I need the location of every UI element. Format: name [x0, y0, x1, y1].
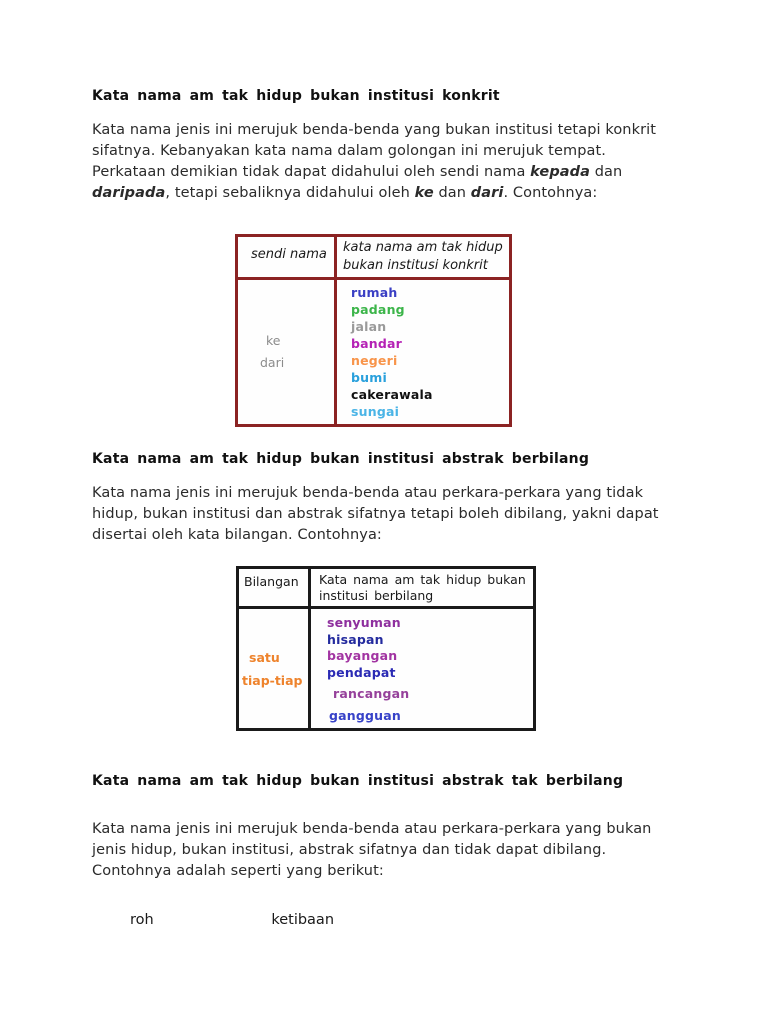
- table-word: hisapan: [327, 631, 384, 647]
- emphasis-ke: ke: [414, 185, 434, 201]
- section2-paragraph: Kata nama jenis ini merujuk benda-benda atau perkara-perkara yang tidak hidup, bukan institusi dan abstrak sifatnya tetapi boleh dibilang, yakni dapat disertai oleh kata bilangan. Contohnya:: [92, 485, 659, 543]
- word-list: [351, 284, 509, 420]
- table-header-kata-nama-berbilang: Kata nama am tak hidup bukan institusi berbilang: [319, 572, 526, 603]
- table-word: rumah: [351, 285, 398, 300]
- section1-paragraph: [92, 120, 672, 204]
- example-word-roh: roh: [130, 912, 154, 928]
- table-cell-sendi-nama-words: [238, 280, 337, 424]
- table-header-bilangan: Bilangan: [239, 569, 311, 606]
- table-header-sendi-nama: sendi nama: [238, 237, 337, 277]
- paragraph-text: dan: [433, 185, 471, 201]
- example-words-row: [92, 912, 672, 928]
- table-cell-bilangan-words: [239, 609, 311, 728]
- table-word: bumi: [351, 370, 387, 385]
- paragraph-text: Kata nama jenis ini merujuk benda-benda yang bukan institusi tetapi konkrit sifatnya. Kebanyakan kata nama dalam golongan ini merujuk tempat. Perkataan demikian tidak dapat didahului oleh sendi nama: [92, 122, 657, 180]
- emphasis-kepada: kepada: [530, 164, 591, 180]
- word-list: [327, 615, 533, 724]
- bilangan-word: tiap-tiap: [242, 672, 303, 688]
- table-word: senyuman: [327, 615, 401, 630]
- table-word: bayangan: [327, 648, 398, 663]
- sendi-nama-table: [235, 234, 512, 427]
- table-word: rancangan: [333, 686, 410, 701]
- table-header-row: [238, 237, 509, 280]
- table-body-row: [238, 280, 509, 424]
- bilangan-table: [236, 566, 536, 731]
- table-body-row: [239, 609, 533, 728]
- document-content: [92, 0, 672, 928]
- table-word: negeri: [351, 353, 398, 368]
- table-cell-example-words: [311, 609, 533, 728]
- table-word: padang: [351, 302, 405, 317]
- bilangan-word: satu: [249, 649, 280, 665]
- section3-heading: Kata nama am tak hidup bukan institusi abstrak tak berbilang: [92, 773, 624, 789]
- sendi-nama-word: dari: [260, 355, 285, 370]
- section1-heading: Kata nama am tak hidup bukan institusi konkrit: [92, 88, 500, 104]
- table-header-row: [239, 569, 533, 609]
- emphasis-dari: dari: [470, 185, 504, 201]
- example-word-ketibaan: ketibaan: [271, 912, 335, 928]
- paragraph-text: dan: [590, 164, 623, 180]
- section2-heading: Kata nama am tak hidup bukan institusi abstrak berbilang: [92, 451, 590, 467]
- paragraph-text: . Contohnya:: [503, 185, 598, 201]
- emphasis-daripada: daripada: [92, 185, 166, 201]
- table-word: pendapat: [327, 664, 396, 680]
- table-word: gangguan: [329, 707, 402, 723]
- sendi-nama-word: ke: [266, 333, 281, 348]
- paragraph-text: , tetapi sebaliknya didahului oleh: [165, 185, 415, 201]
- table-word: sungai: [351, 404, 400, 419]
- table-word: bandar: [351, 336, 403, 351]
- table-header-kata-nama-konkrit: kata nama am tak hidup bukan institusi konkrit: [343, 240, 503, 273]
- table-cell-example-words: [337, 280, 509, 424]
- table-word: jalan: [351, 319, 387, 334]
- table-word: cakerawala: [351, 387, 433, 402]
- section3-paragraph: Kata nama jenis ini merujuk benda-benda atau perkara-perkara yang bukan jenis hidup, bukan institusi, abstrak sifatnya dan tidak dapat dibilang. Contohnya adalah seperti yang berikut:: [92, 821, 652, 879]
